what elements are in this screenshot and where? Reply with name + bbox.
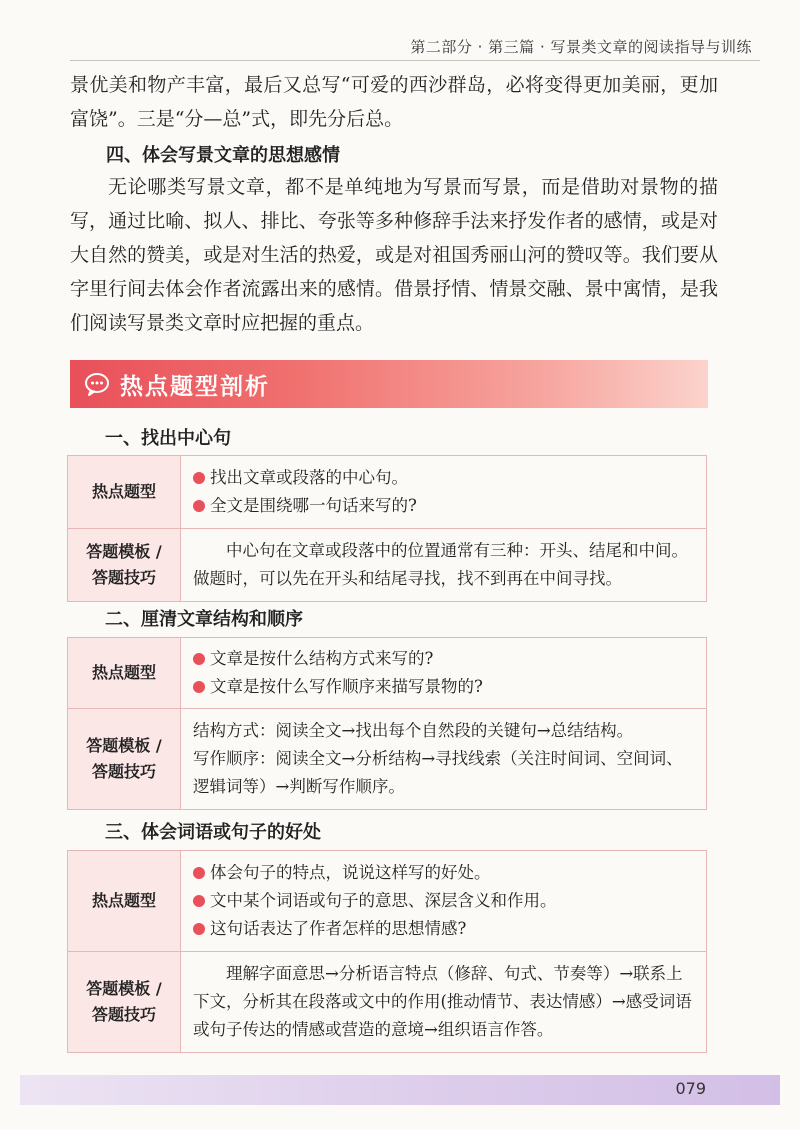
bullet-dot-icon xyxy=(193,500,205,512)
hot-question-list xyxy=(181,638,707,709)
hot-question-list xyxy=(181,851,707,952)
list-item: 找出文章或段落的中心句。 xyxy=(193,464,694,492)
section4-heading: 四、体会写景文章的思想感情 xyxy=(106,145,340,166)
bullet-dot-icon xyxy=(193,472,205,484)
list-item: 这句话表达了作者怎样的思想情感? xyxy=(193,915,694,943)
hot-question-label: 热点题型 xyxy=(68,851,181,952)
section3-title: 三、体会词语或句子的好处 xyxy=(105,822,321,843)
table-row xyxy=(68,456,707,529)
bullet-dot-icon xyxy=(193,923,205,935)
section2-title: 二、厘清文章结构和顺序 xyxy=(105,609,303,630)
list-item: 文章是按什么结构方式来写的? xyxy=(193,645,694,673)
running-header: 第二部分 · 第三篇 · 写景类文章的阅读指导与训练 xyxy=(410,38,752,56)
answer-template-content: 中心句在文章或段落中的位置通常有三种：开头、结尾和中间。做题时，可以先在开头和结尾寻找，找不到再在中间寻找。 xyxy=(181,529,707,602)
list-item: 文中某个词语或句子的意思、深层含义和作用。 xyxy=(193,887,694,915)
table-row xyxy=(68,851,707,952)
bullet-dot-icon xyxy=(193,895,205,907)
table-row xyxy=(68,709,707,810)
hot-question-label: 热点题型 xyxy=(68,638,181,709)
hot-question-label: 热点题型 xyxy=(68,456,181,529)
section1-table xyxy=(67,455,707,602)
intro-paragraph-continued: 景优美和物产丰富，最后又总写“可爱的西沙群岛，必将变得更加美丽，更加富饶”。三是“分—总”式，即先分后总。 xyxy=(70,74,718,130)
hot-topics-banner xyxy=(70,360,708,408)
footer-band xyxy=(20,1075,780,1105)
section1-title: 一、找出中心句 xyxy=(105,428,231,449)
answer-template-label: 答题模板 / 答题技巧 xyxy=(68,529,181,602)
section4-paragraph: 无论哪类写景文章，都不是单纯地为写景而写景，而是借助对景物的描写，通过比喻、拟人、排比、夸张等多种修辞手法来抒发作者的感情，或是对大自然的赞美，或是对生活的热爱，或是对祖国秀丽山河的赞叹等。我们要从字里行间去体会作者流露出来的感情。借景抒情、情景交融、景中寓情，是我们阅读写景类文章时应把握的重点。 xyxy=(70,176,718,334)
bullet-dot-icon xyxy=(193,681,205,693)
section2-table xyxy=(67,637,707,810)
banner-title: 热点题型剖析 xyxy=(120,373,270,400)
table-row xyxy=(68,529,707,602)
speech-bubble-icon xyxy=(84,371,110,397)
list-item: 全文是围绕哪一句话来写的? xyxy=(193,492,694,520)
page-number: 079 xyxy=(675,1079,706,1098)
table-row xyxy=(68,952,707,1053)
answer-template-label: 答题模板 / 答题技巧 xyxy=(68,952,181,1053)
section3-table xyxy=(67,850,707,1053)
list-item: 文章是按什么写作顺序来描写景物的? xyxy=(193,673,694,701)
answer-template-content: 结构方式：阅读全文→找出每个自然段的关键句→总结结构。 写作顺序：阅读全文→分析结构→寻找线索（关注时间词、空间词、逻辑词等）→判断写作顺序。 xyxy=(181,709,707,810)
answer-template-label: 答题模板 / 答题技巧 xyxy=(68,709,181,810)
list-item: 体会句子的特点，说说这样写的好处。 xyxy=(193,859,694,887)
bullet-dot-icon xyxy=(193,867,205,879)
table-row xyxy=(68,638,707,709)
bullet-dot-icon xyxy=(193,653,205,665)
header-rule xyxy=(70,60,760,61)
hot-question-list xyxy=(181,456,707,529)
answer-template-content: 理解字面意思→分析语言特点（修辞、句式、节奏等）→联系上下文，分析其在段落或文中的作用(推动情节、表达情感）→感受词语或句子传达的情感或营造的意境→组织语言作答。 xyxy=(181,952,707,1053)
